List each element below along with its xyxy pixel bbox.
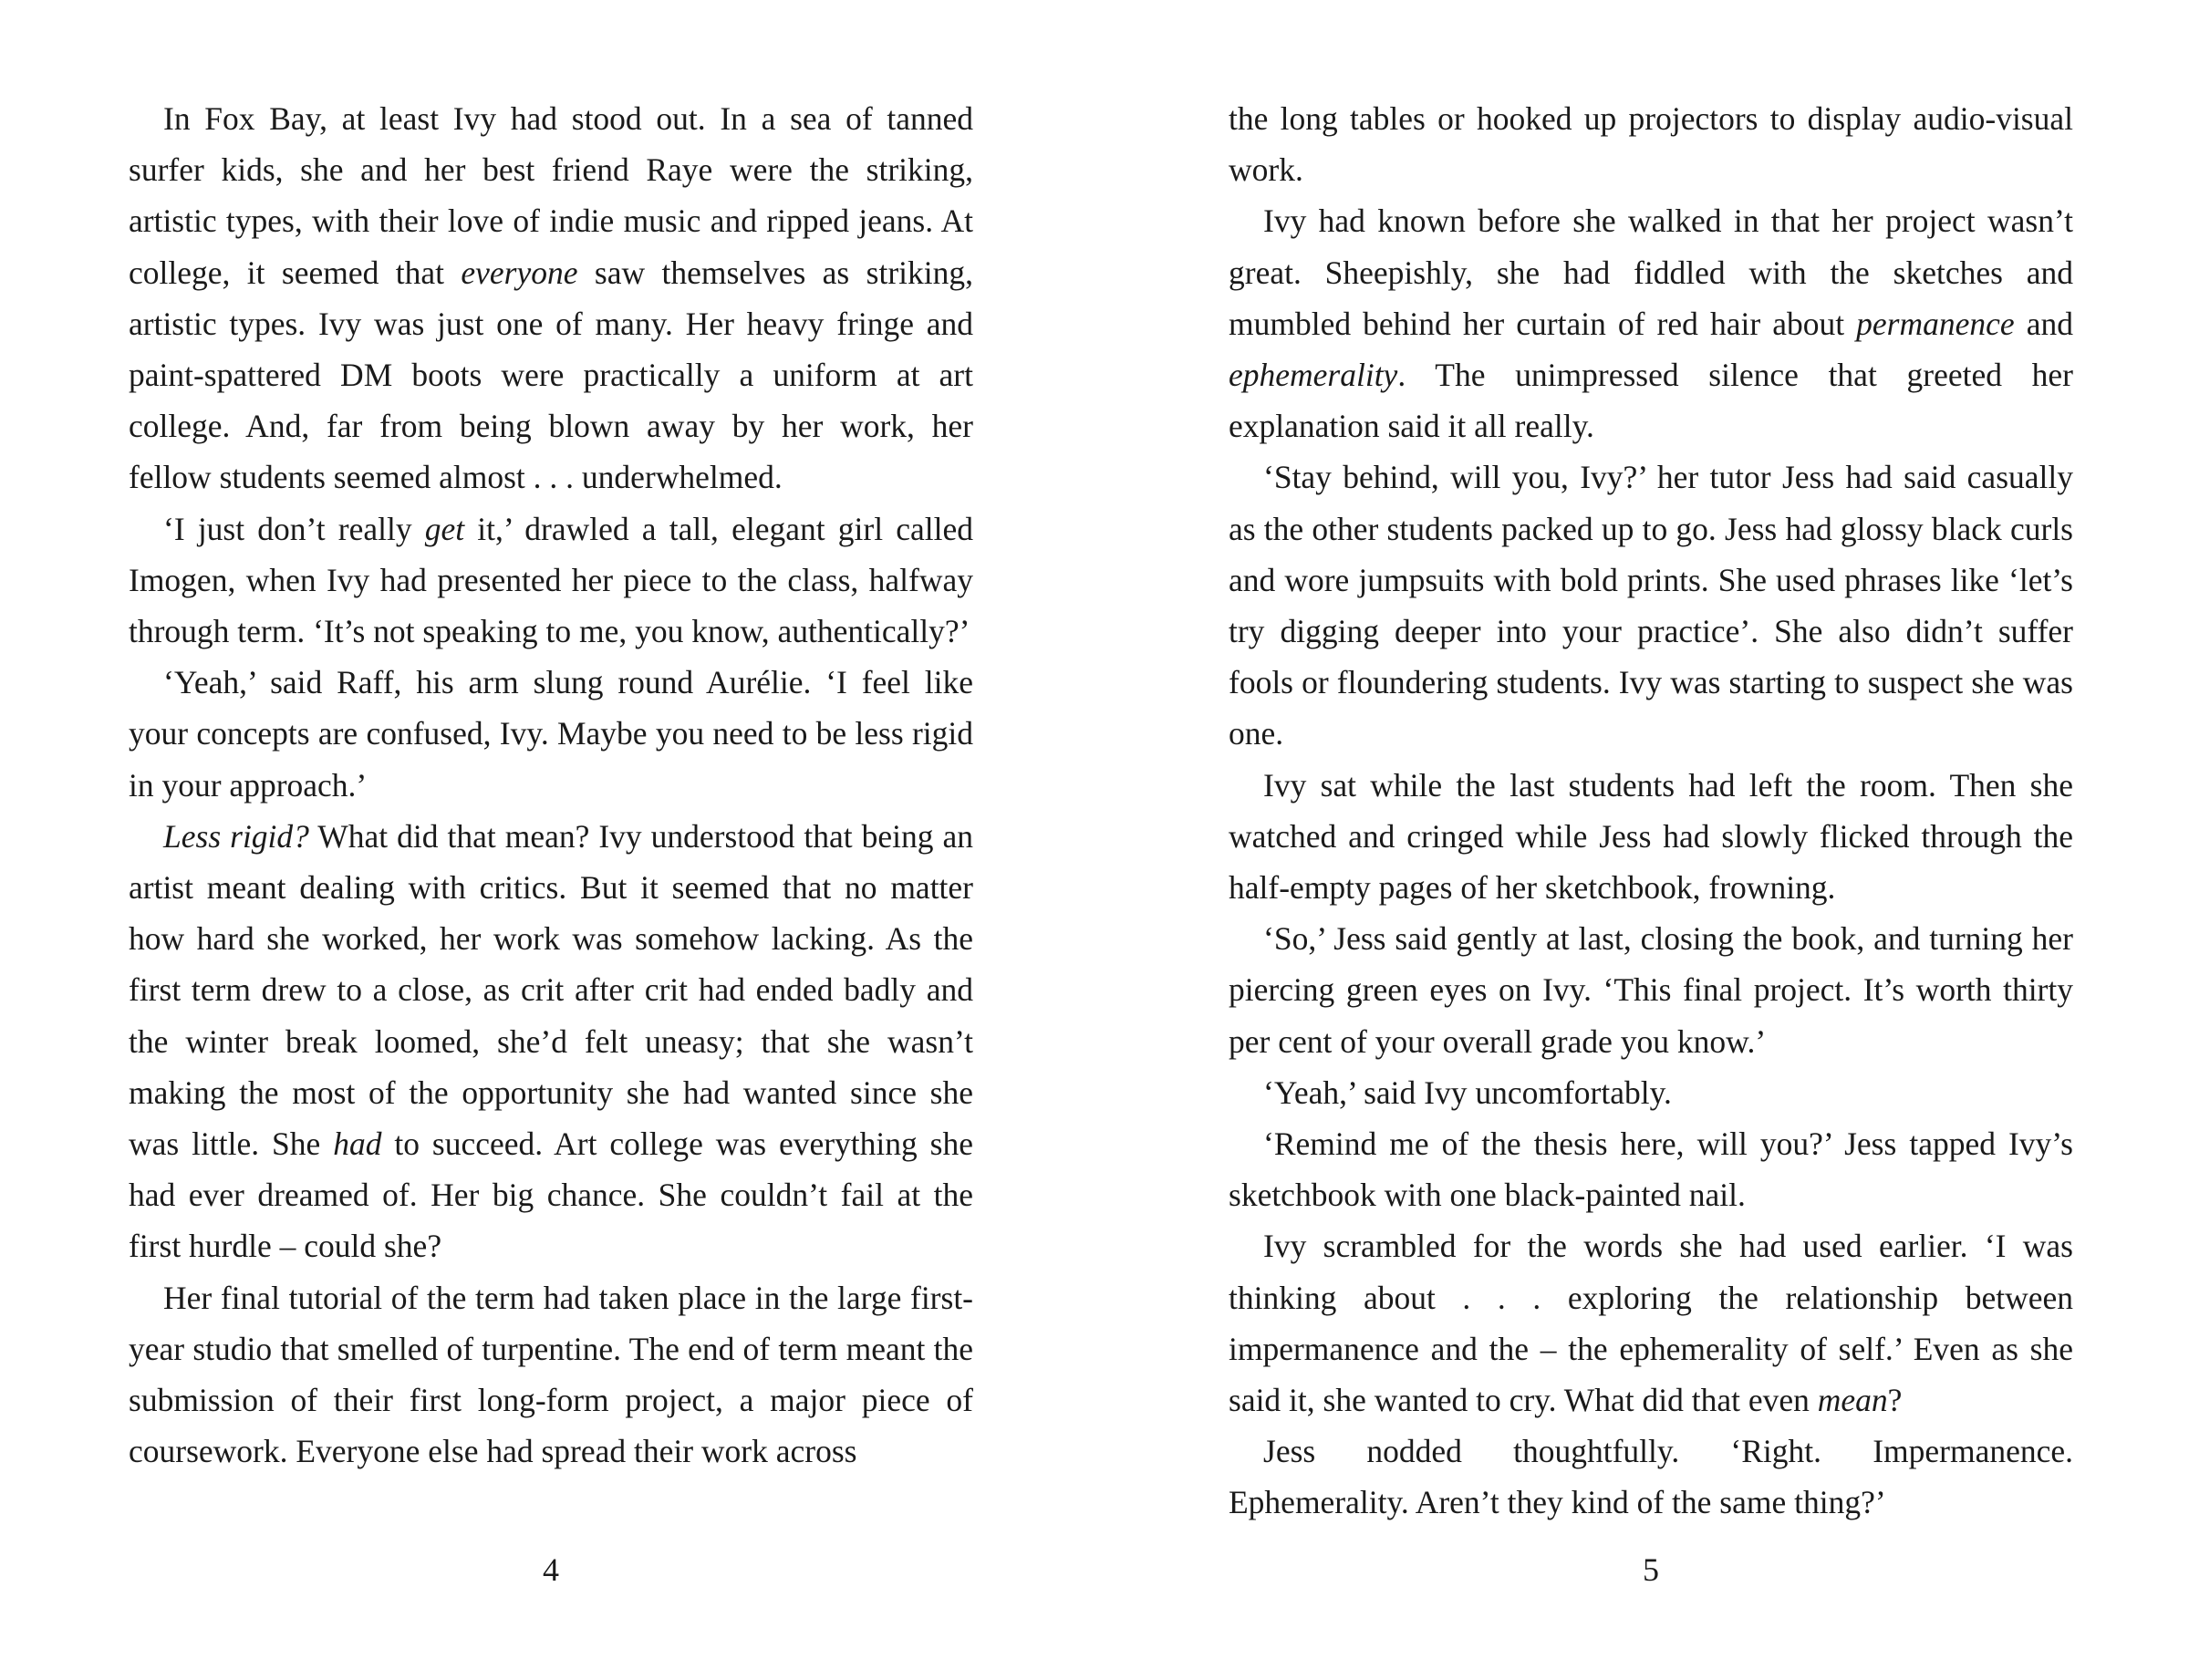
paragraph bbox=[1229, 451, 2073, 759]
paragraph bbox=[1229, 1067, 2073, 1118]
italic-text: permanence bbox=[1856, 305, 2015, 342]
text-run: In Fox Bay, at least Ivy had stood out. In a sea of tanned surfer kids, she and her best friend Raye were the striking, artistic types, with their love of indie music and ripped jeans. At college, it seemed that bbox=[129, 100, 973, 291]
left-page bbox=[129, 93, 973, 1607]
paragraph bbox=[129, 811, 973, 1272]
italic-text: get bbox=[424, 510, 465, 547]
paragraph bbox=[1229, 1118, 2073, 1220]
left-page-text bbox=[129, 93, 973, 1477]
page-number-right: 5 bbox=[1643, 1551, 1659, 1588]
italic-text: mean bbox=[1817, 1382, 1888, 1419]
text-run: Her final tutorial of the term had taken place in the large first-year studio that smelled of turpentine. The end of term meant the submission of their first long-form project, a major piece of coursework. Everyone else had spread their work across bbox=[129, 1279, 973, 1470]
italic-text: ephemerality bbox=[1229, 357, 1398, 394]
text-run: What did that mean? Ivy understood that being an artist meant dealing with critics. But it seemed that no matter how hard she worked, her work was somehow lacking. As the first term drew to a close, as crit after crit had ended badly and the winter break loomed, she’d felt uneasy; that she wasn’t making the most of the opportunity she had wanted since she was little. She bbox=[129, 817, 974, 1163]
text-run: Ivy sat while the last students had left the room. Then she watched and cringed while Jess had slowly flicked through the half-empty pages of her sketchbook, frowning. bbox=[1229, 766, 2073, 907]
page-number-left: 4 bbox=[543, 1551, 559, 1588]
text-run: it,’ drawled a tall, elegant girl called Imogen, when Ivy had presented her piece to the class, halfway through term. ‘It’s not speaking to me, you know, authentically?’ bbox=[129, 510, 973, 650]
text-run: ‘Stay behind, will you, Ivy?’ her tutor Jess had said casually as the other students packed up to go. Jess had glossy black curls and wore jumpsuits with bold prints. She used phrases like ‘let’s try digging deeper into your practice’. She also didn’t suffer fools or floundering students. Ivy was starting to suspect she was one. bbox=[1229, 459, 2073, 752]
text-run: ‘I just don’t really bbox=[163, 510, 425, 547]
text-run: ‘Yeah,’ said Raff, his arm slung round Aurélie. ‘I feel like your concepts are confused, Ivy. Maybe you need to be less rigid in your approach.’ bbox=[129, 664, 973, 804]
paragraph bbox=[129, 503, 973, 658]
text-run: . The unimpressed silence that greeted her explanation said it all really. bbox=[1229, 357, 2073, 445]
text-run: Ivy scrambled for the words she had used earlier. ‘I was thinking about . . . exploring the relationship between impermanence and the – the ephemerality of self.’ Even as she said it, she wanted to cry. What did that even bbox=[1229, 1228, 2073, 1419]
text-run: ? bbox=[1887, 1382, 1903, 1419]
paragraph bbox=[129, 657, 973, 811]
paragraph bbox=[129, 1272, 973, 1478]
paragraph bbox=[1229, 913, 2073, 1067]
paragraph bbox=[1229, 1220, 2073, 1426]
paragraph bbox=[129, 93, 973, 503]
italic-text: Less rigid? bbox=[163, 817, 309, 855]
paragraph bbox=[1229, 93, 2073, 195]
text-run: saw themselves as striking, artistic types. Ivy was just one of many. Her heavy fringe and paint-spattered DM boots were practically a uniform at art college. And, far from being blown away by her work, her fellow students seemed almost . . . underwhelmed. bbox=[129, 254, 974, 496]
italic-text: everyone bbox=[461, 254, 578, 291]
italic-text: had bbox=[333, 1125, 382, 1163]
paragraph bbox=[1229, 1426, 2073, 1528]
right-page-text bbox=[1229, 93, 2073, 1529]
paragraph bbox=[1229, 760, 2073, 914]
text-run: and bbox=[2014, 305, 2073, 342]
text-run: the long tables or hooked up projectors to display audio-visual work. bbox=[1229, 100, 2073, 189]
text-run: ‘So,’ Jess said gently at last, closing the book, and turning her piercing green eyes on Ivy. ‘This final project. It’s worth thirty per cent of your overall grade you know.’ bbox=[1229, 920, 2073, 1060]
text-run: ‘Yeah,’ said Ivy uncomfortably. bbox=[1263, 1073, 1672, 1111]
right-page bbox=[1229, 93, 2073, 1607]
text-run: to succeed. Art college was everything she had ever dreamed of. Her big chance. She couldn’t fail at the first hurdle – could she? bbox=[129, 1125, 974, 1265]
text-run: ‘Remind me of the thesis here, will you?’ Jess tapped Ivy’s sketchbook with one black-painted nail. bbox=[1229, 1125, 2073, 1214]
text-run: Ivy had known before she walked in that her project wasn’t great. Sheepishly, she had fiddled with the sketches and mumbled behind her curtain of red hair about bbox=[1229, 202, 2073, 342]
paragraph bbox=[1229, 195, 2073, 451]
text-run: Jess nodded thoughtfully. ‘Right. Impermanence. Ephemerality. Aren’t they kind of the same thing?’ bbox=[1229, 1433, 2073, 1521]
